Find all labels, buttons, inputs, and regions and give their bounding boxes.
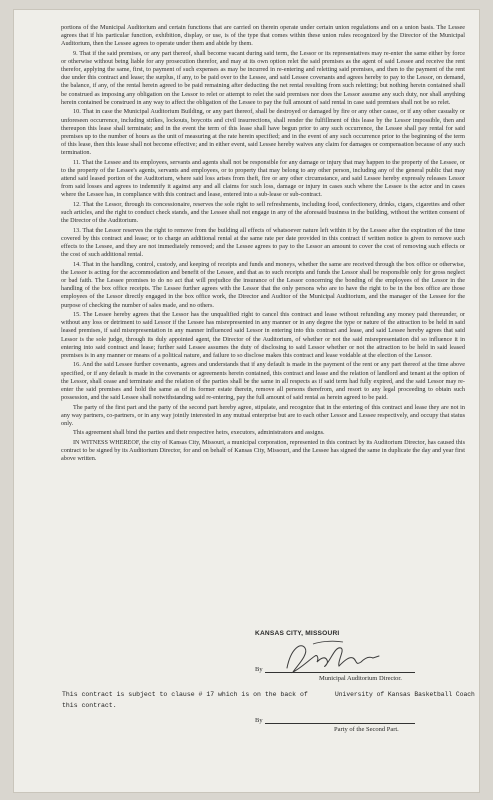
paragraph-14: 14. That in the handling, control, custody, and keeping of receipts and funds and moneys, whether the same are received through the box office or otherwise, the Lessor is acting for the accommodation and benefit of the Lessee, and that as to such receipts and funds the Lessor shall be responsible only for gross neglect or bad faith. The Lessee promises to do no act that will prejudice the insurance of the Lessor concerning the bonding of the employees of the Lessor in the handling of the box office receipts. The Lessee further agrees with the Lessor that the only persons who are to have the right to be in the box office are those employees of the Lessor directly engaged in the box office work, the Director and Auditor of the Municipal Auditorium, and the manager of the Lessee for the purpose of checking the number of sales made, and no others. [61, 260, 465, 309]
paragraph-witness: IN WITNESS WHEREOF, the city of Kansas City, Missouri, a municipal corporation, represented in this contract by its Auditorium Director, has caused this contract to be signed by its Auditorium Director, for and on behalf of Kansas City, Missouri, and the Lessee has signed the same in duplicate the day and year first above written. [61, 438, 465, 463]
paragraph-10: 10. That in case the Municipal Auditorium Building, or any part thereof, shall be destroyed or damaged by fire or any other cause, or if any other casualty or unforeseen occurrence, including strikes, lockouts, boycotts and civil insurrections, shall render the fulfillment of this lease by the Lessor impossible, then and thereupon this lease shall terminate; and in the event the term of this lease shall have begun prior to any such occurrence, the Lessee shall pay rental for said premises up to the number of hours as the unit of measuring at the rate herein specified; and in the event of any such occurrence prior to the beginning of the term of this lease, then this lease shall not become effective; and in either event, said Lessee hereby waives any claim for damages or compensation because of any such termination. [61, 108, 465, 157]
paragraph-16: 16. And the said Lessee further covenants, agrees and understands that if any default is made in the payment of the rent or any part thereof at the time above specified, or if any default is made in the covenants or agreements herein contained, this contract and lease and the relation of landlord and tenant at the option of the Lessor, shall cease and terminate and the relation of the parties shall be the same in all respects as if said term had fully expired, and the said Lessor may re-enter the said premises and hold the same as of its former estate therein, remove all persons therefrom, and resort to any legal proceeding to obtain such possession, and the said Lessee shall notwithstanding said re-entering, pay the full amount of said rental as herein agreed to be paid. [61, 361, 465, 401]
lessee-role: Party of the Second Part. [334, 726, 399, 733]
contract-page [14, 10, 479, 792]
paragraph-binding: This agreement shall bind the parties and their respective heirs, executors, administrators and assigns. [73, 429, 325, 437]
paragraph-15: 15. The Lessee hereby agrees that the Lessor has the unqualified right to cancel this contract and lease without refunding any money paid thereunder, or without any loss or detriment to said Lessor if the Lessee has misrepresented in any manner or in any degree the type or nature of the attraction to be held in said leased premises, if said misrepresentation in any manner influenced said Lessor in entering into this contract and lease, and said Lessee hereby agrees that said Lessor is the sole judge, through its duly appointed agent, the Director of the Auditorium, of whether or not the said misrepresentation did so influence it in entering into said contract and lease; further said Lessee assumes the duty of disclosing to said Lessor whether or not the attraction to be held in said leased premises is in any manner or means of a political nature, and failure to so disclose makes this contract and lease voidable at the election of the Lessor. [61, 311, 465, 359]
lessor-signature-line [265, 672, 415, 673]
contract-text [61, 24, 465, 465]
typed-clause-note: This contract is subject to clause # 17 which is on the back of this contract. [62, 691, 308, 709]
paragraph-intro: portions of the Municipal Auditorium and certain functions that are carried on therein operate under certain union regulations and on a union basis. The Lessee agrees that if his particular function, exhibition, display, or use, is of the type that comes within these union rules recognized by the Director of the Municipal Auditorium, then the Lessee agrees to operate under them and abide by them. [61, 24, 465, 48]
paragraph-9: 9. That if the said premises, or any part thereof, shall become vacant during said term, the Lessor or its representatives may re-enter the same either by force or otherwise without being liable for any prosecution therefor, and may at its own option relet the said premises as the agent of said Lessee and receive the rent therefor, applying the same, first, to payment of such expenses as may be incurred in re-entering and reletting said premises, and then to the payment of the rent due under this contract and lease; the surplus, if any, to be paid over to the Lessee, and said Lessee covenants and agrees hereby to pay to the Lessor, on demand, the balance, if any, of the rental herein agreed to be paid remaining after deducting the net rental resulting from such reletting; but nothing herein contained shall be construed as imposing any obligation on the Lessor to relet or attempt to relet the said premises nor does the Lessor assume any such duty, nor shall anything herein contained be construed in any way to affect the obligation of the Lessee to pay the full amount of said rental in case said premises shall not be so relet. [61, 49, 465, 106]
lessee-signature-line [265, 723, 415, 724]
lessor-role: Municipal Auditorium Director. [319, 675, 402, 682]
paragraph-11: 11. That the Lessee and its employees, servants and agents shall not be responsible for any damage or injury that may happen to the property of the Lessee, or to the property of the Lessee's agents, servants and employees, or to property that may belong to any other person, including any of the general public that may attend said leased portion of the Auditorium, where said loss arises from theft, fire or any other circumstance, and said Lessee hereby expressly releases Lessor from said losses and agrees to indemnify it against any and all claims for such loss, damage or injury in cases such where the Lessee is the actor and in cases where the Lessee has, in compliance with this contract and lease, entered into a sub-lease or sub-contract. [61, 158, 465, 199]
paragraph-13: 13. That the Lessor reserves the right to remove from the building all effects of whatsoever nature left within it by the Lessee after the expiration of the time covered by this contract and lease; or to charge an additional rental at the same rate per date provided in this contract if written notice is given to remove such effects to the Lessee, and they are not immediately removed; and the Lessee agrees to pay to the Lessor an amount to cover the cost of removing such effects or the cost of such additional rental. [61, 226, 465, 259]
lessor-by-label: By [255, 666, 263, 673]
paragraph-partnership: The party of the first part and the party of the second part hereby agree, stipulate, and recognize that in the entering of this contract and lease they are not in any way partners, co-partners, or in any way jointly interested in any mutual enterprise but are to each other Lessor and Lessee respectively, and occupy that status only. [61, 403, 465, 427]
paragraph-12: 12. That the Lessor, through its concessionaire, reserves the sole right to sell refreshments, including food, confectionery, drinks, cigars, cigarettes and other such articles, and the right to conduct check stands, and the Lessee shall not engage in any of the aforesaid business in the building, without the written consent of the Director of the Auditorium. [61, 200, 465, 225]
city-heading: KANSAS CITY, MISSOURI [255, 630, 340, 637]
typed-lessee-name: University of Kansas Basketball Coach [335, 691, 475, 698]
lessee-by-label: By [255, 717, 263, 724]
